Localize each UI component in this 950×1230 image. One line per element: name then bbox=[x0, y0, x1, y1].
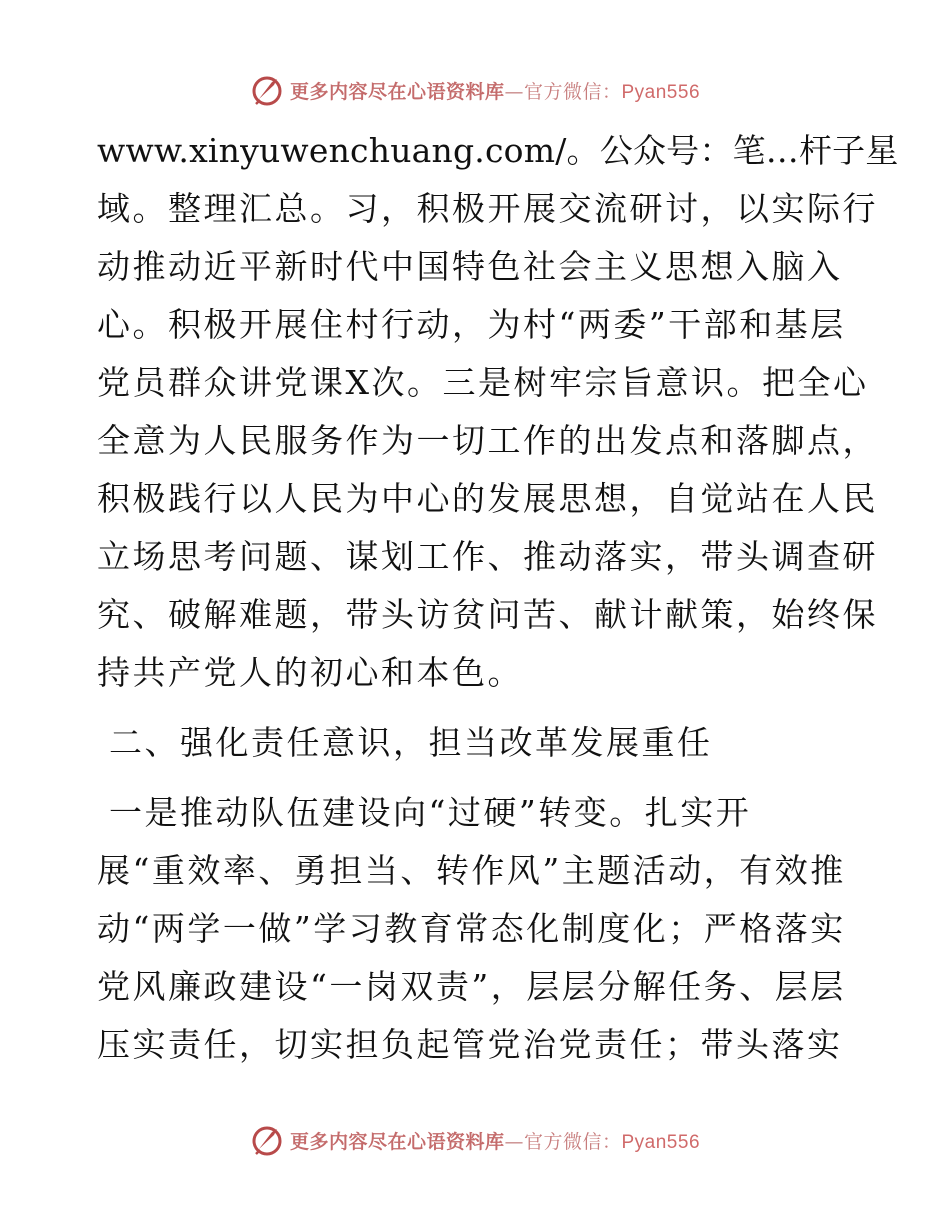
watermark-brand: 更多内容尽在心语资料库 bbox=[289, 80, 505, 103]
watermark-brand: 更多内容尽在心语资料库 bbox=[289, 1130, 505, 1153]
body-line: 持共产党人的初心和本色。 bbox=[97, 653, 523, 692]
section-heading: 二、强化责任意识，担当改革发展重任 bbox=[109, 723, 713, 762]
quill-logo-icon bbox=[250, 73, 284, 107]
section-line: 压实责任，切实担负起管党治党责任；带头落实 bbox=[97, 1025, 843, 1064]
watermark-wechat-id: Pyan556 bbox=[621, 1131, 701, 1153]
watermark-wechat-id: Pyan556 bbox=[621, 81, 701, 103]
document-body bbox=[97, 122, 899, 1074]
body-line: 动推动近平新时代中国特色社会主义思想入脑入 bbox=[97, 247, 843, 286]
section-line: 党风廉政建设“一岗双责”，层层分解任务、层层 bbox=[97, 967, 846, 1006]
watermark-wechat-label: 官方微信： bbox=[523, 1130, 622, 1153]
header-watermark bbox=[0, 70, 950, 110]
section-line: 一是推动队伍建设向“过硬”转变。扎实开 bbox=[109, 793, 752, 832]
body-line: 党员群众讲党课X次。三是树牢宗旨意识。把全心 bbox=[97, 363, 869, 402]
body-line: 全意为人民服务作为一切工作的出发点和落脚点， bbox=[97, 421, 878, 460]
watermark-separator: — bbox=[504, 80, 524, 103]
watermark-separator: — bbox=[504, 1130, 524, 1153]
section-line: 展“重效率、勇担当、转作风”主题活动，有效推 bbox=[97, 851, 846, 890]
watermark-wechat-label: 官方微信： bbox=[523, 80, 622, 103]
body-line: 立场思考问题、谋划工作、推动落实，带头调查研 bbox=[97, 537, 878, 576]
footer-watermark bbox=[0, 1120, 950, 1160]
watermark-text bbox=[290, 77, 700, 104]
body-line: 积极践行以人民为中心的发展思想，自觉站在人民 bbox=[97, 479, 878, 518]
watermark-text bbox=[290, 1127, 700, 1154]
body-line: 域。整理汇总。习，积极开展交流研讨，以实际行 bbox=[97, 189, 878, 228]
body-line: www.xinyuwenchuang.com/。公众号：笔…杆子星 bbox=[97, 131, 899, 170]
section-line: 动“两学一做”学习教育常态化制度化；严格落实 bbox=[97, 909, 846, 948]
body-line: 究、破解难题，带头访贫问苦、献计献策，始终保 bbox=[97, 595, 878, 634]
body-line: 心。积极开展住村行动，为村“两委”干部和基层 bbox=[97, 305, 846, 344]
quill-logo-icon bbox=[250, 1123, 284, 1157]
